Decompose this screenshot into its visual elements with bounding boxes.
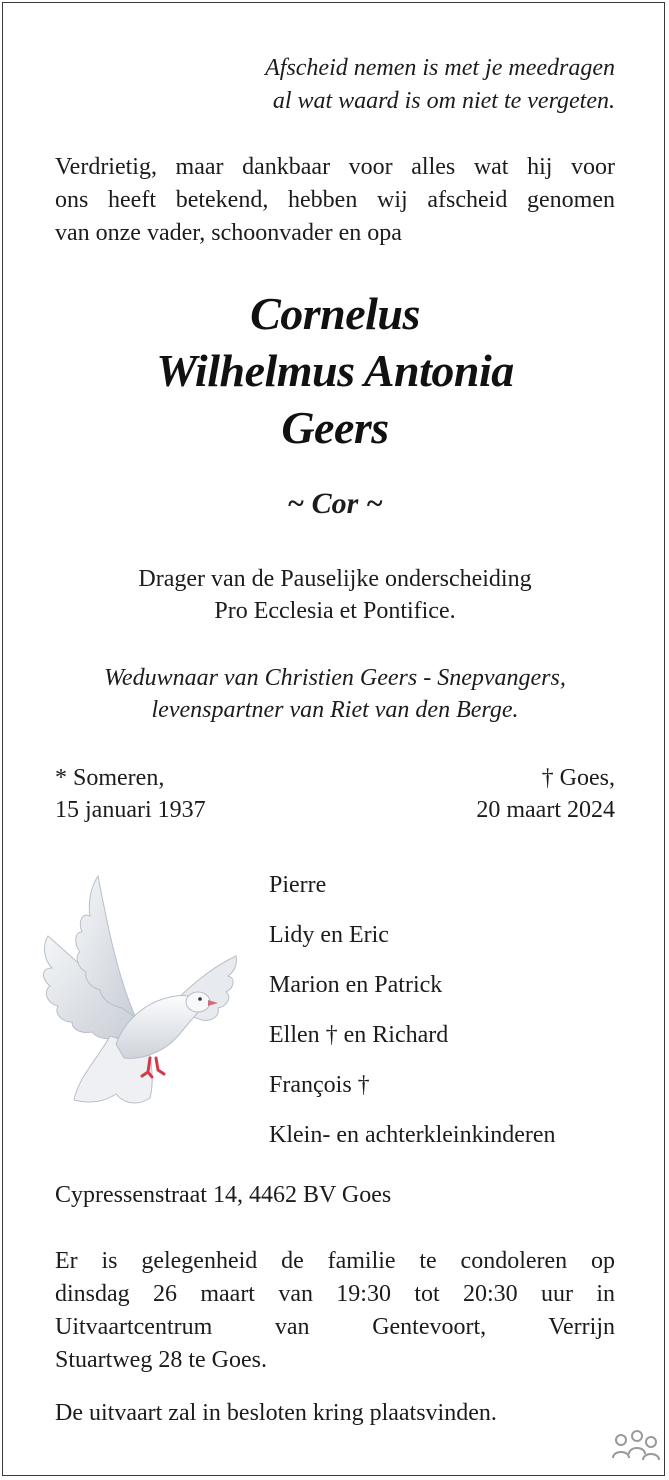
birth-info xyxy=(55,762,335,826)
condolence-info xyxy=(55,1245,615,1377)
funeral-note: De uitvaart zal in besloten kring plaatsvinden. xyxy=(55,1400,497,1426)
condolence-line: Stuartweg 28 te Goes. xyxy=(55,1347,267,1373)
family-member: Ellen † en Richard xyxy=(269,1022,449,1048)
partner-line: levenspartner van Riet van den Berge. xyxy=(151,697,519,723)
condolence-line: dinsdag 26 maart van 19:30 tot 20:30 uur in xyxy=(55,1281,615,1307)
surname: Geers xyxy=(281,402,389,453)
intro-line: Verdrietig, maar dankbaar voor alles wat hij voor xyxy=(55,154,615,180)
award-text xyxy=(55,563,615,627)
dove-icon xyxy=(38,868,243,1113)
nickname: ~ Cor ~ xyxy=(287,487,383,520)
family-member: Lidy en Eric xyxy=(269,922,389,948)
middle-names: Wilhelmus Antonia xyxy=(156,345,514,396)
award-line: Pro Ecclesia et Pontifice. xyxy=(214,598,456,624)
intro-line: ons heeft betekend, hebben wij afscheid genomen xyxy=(55,187,615,213)
widow-line: Weduwnaar van Christien Geers - Snepvangers, xyxy=(104,665,566,691)
address: Cypressenstraat 14, 4462 BV Goes xyxy=(55,1182,392,1208)
family-member: Pierre xyxy=(269,872,327,898)
first-name: Cornelus xyxy=(250,288,420,339)
family-member: Klein- en achterkleinkinderen xyxy=(269,1122,556,1148)
opening-quote xyxy=(55,52,615,118)
quote-line: Afscheid nemen is met je meedragen xyxy=(265,55,615,81)
condolence-line: Er is gelegenheid de familie te condoleren op xyxy=(55,1248,615,1274)
memorial-logo-icon xyxy=(607,1424,661,1474)
death-date: 20 maart 2024 xyxy=(476,797,615,823)
death-info xyxy=(335,762,615,826)
relationship-text xyxy=(55,662,615,726)
award-line: Drager van de Pauselijke onderscheiding xyxy=(138,566,532,592)
quote-line: al wat waard is om niet te vergeten. xyxy=(272,88,615,114)
birth-place: * Someren, xyxy=(55,765,165,791)
intro-line: van onze vader, schoonvader en opa xyxy=(55,220,402,246)
family-list xyxy=(269,860,629,1160)
birth-date: 15 januari 1937 xyxy=(55,797,206,823)
deceased-name xyxy=(55,285,615,456)
intro-text xyxy=(55,151,615,250)
condolence-line: Uitvaartcentrum van Gentevoort, Verrijn xyxy=(55,1314,615,1340)
family-member: François † xyxy=(269,1072,370,1098)
death-place: † Goes, xyxy=(541,765,615,791)
family-member: Marion en Patrick xyxy=(269,972,443,998)
